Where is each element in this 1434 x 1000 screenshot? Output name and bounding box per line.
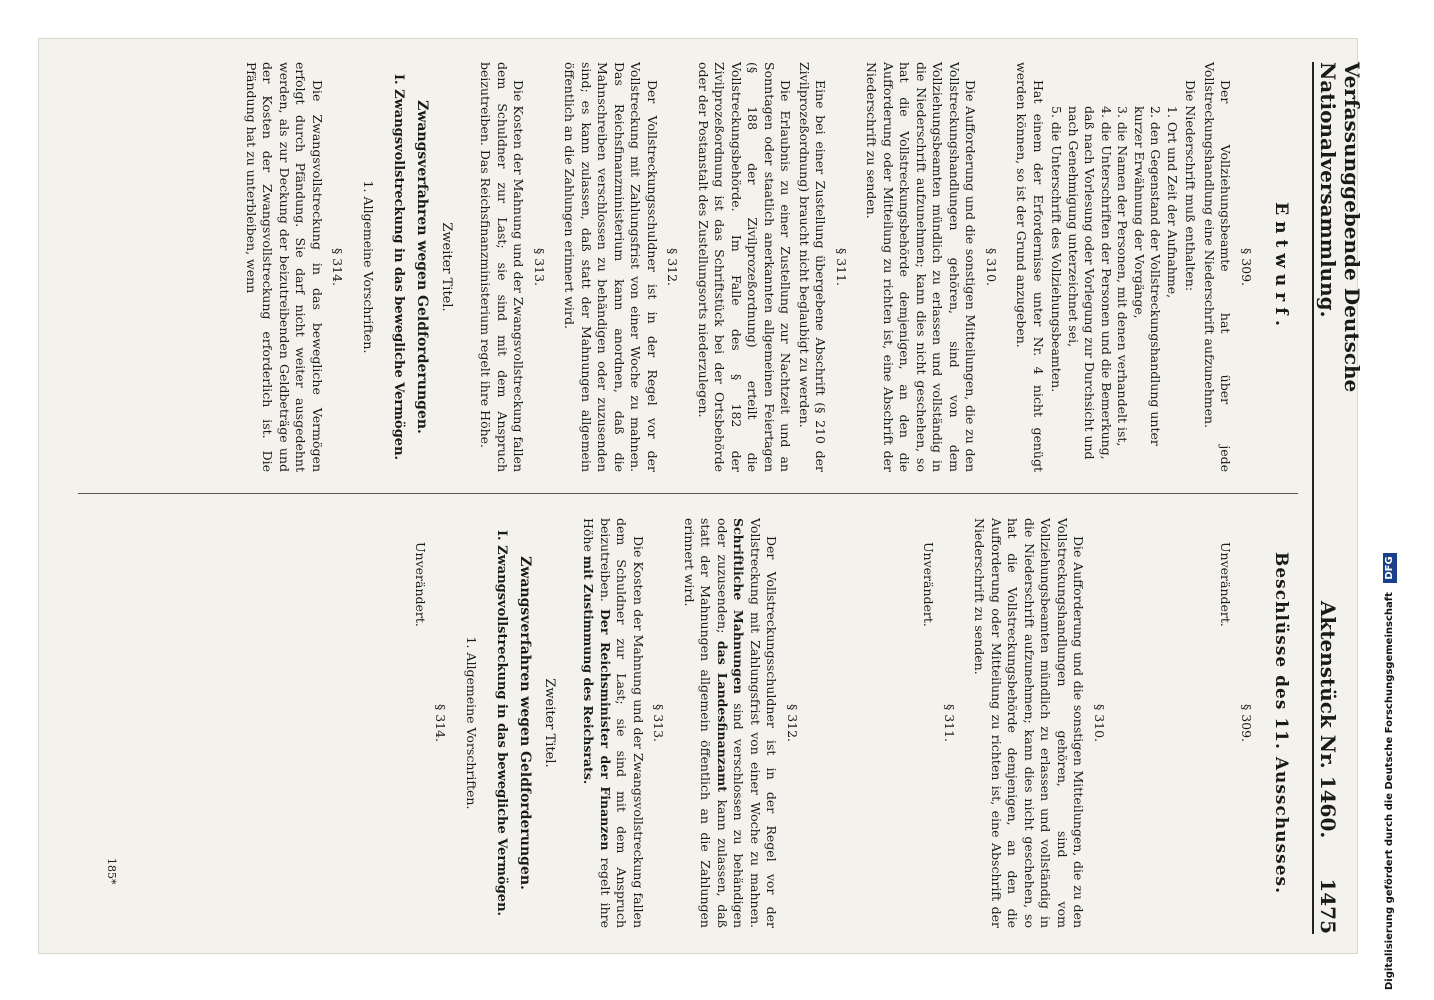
- draft-heading: Entwurf.: [1271, 202, 1291, 332]
- section-313-bold-b: mit Zustimmung des Reichsrats.: [581, 555, 597, 785]
- section-309-text: Unverändert.: [1218, 542, 1234, 627]
- section-313-text-a: Die Kosten der Mahnung und der Zwangsvollstreckung fallen dem Schuldner zur Last; sie sind mit dem Anspruch beizutreiben.: [597, 518, 646, 928]
- title-two-subheading: Zwangsverfahren wegen Geldforderungen.: [517, 556, 534, 890]
- subsection-one-heading: 1. Allgemeine Vorschriften.: [463, 636, 479, 810]
- section-311-text: Unverändert.: [921, 542, 937, 627]
- section-310-text: Die Aufforderung und die sonstigen Mitteilungen, die zu den Vollstreckungshandlungen gehören, sind vom Vollziehungsbeamten mündlich zu erlassen und vollständig in die Niederschrift aufzunehmen; kann dies nicht geschehen, so hat die Vollstreckungsbehörde demjenigen, an den die Aufforderung oder Mitteilung zu richten ist, eine Abschrift der Niederschrift zu senden.: [972, 518, 1087, 928]
- subsection-one-heading: 1. Allgemeine Vorschriften.: [360, 180, 376, 354]
- list-item: 3. die Namen der Personen, mit denen verhandelt ist,: [1115, 106, 1131, 447]
- section-314-number: § 314.: [330, 247, 346, 287]
- section-309-text: Der Vollziehungsbeamte hat über jede Vollstreckungshandlung eine Niederschrift aufzunehmen.: [1201, 62, 1234, 472]
- column-divider: [78, 493, 1298, 494]
- list-item: 1. Ort und Zeit der Aufnahme,: [1164, 106, 1180, 299]
- digitization-credit: [1378, 10, 1402, 990]
- section-311-number: § 311.: [941, 703, 957, 743]
- section-313-bold-a: Der Reichsminister der Finanzen: [597, 609, 613, 851]
- section-312-number: § 312.: [784, 703, 800, 743]
- section-312-text: [680, 518, 779, 928]
- page-header: [1316, 62, 1364, 934]
- section-one-heading: I. Zwangsvollstreckung in das bewegliche Vermögen.: [493, 529, 509, 917]
- section-313-number: § 313.: [531, 247, 547, 287]
- section-313-text: Die Kosten der Mahnung und der Zwangsvollstreckung fallen dem Schuldner zur Last; sie sind mit dem Anspruch beizutreiben. Das Reichsfinanzministerium regelt ihre Höhe.: [478, 62, 527, 472]
- title-two-heading: Zweiter Titel.: [438, 222, 454, 312]
- header-page-number: 1475: [1316, 878, 1340, 934]
- draft-column: [240, 62, 1298, 472]
- section-312-text-b: sind verschlossen zu behändigen oder zuzusenden;: [714, 518, 747, 928]
- section-314-number: § 314.: [433, 703, 449, 743]
- section-313-text: [580, 518, 646, 928]
- footer-sheet-number: 185*: [105, 858, 118, 885]
- section-313-text-b: regelt ihre Höhe: [581, 518, 613, 928]
- section-311-number: § 311.: [833, 247, 849, 287]
- title-two-subheading: Zwangsverfahren wegen Geldforderungen.: [414, 100, 431, 434]
- credit-text: Digitalisierung gefördert durch die Deutsche Forschungsgemeinschaft: [1384, 592, 1395, 990]
- committee-heading: Beschlüsse des 11. Ausschusses.: [1271, 551, 1291, 895]
- section-312-text-a: Der Vollstreckungsschuldner ist in der Regel vor der Vollstreckung mit Zahlungsfrist von einer Woche zu mahnen.: [747, 518, 780, 928]
- list-item: 2. den Gegenstand der Vollstreckungshandlung unter kurzer Erwähnung der Vorgänge,: [1131, 106, 1164, 446]
- scanned-page: [38, 38, 1364, 954]
- header-title: Verfassunggebende Deutsche Nationalversammlung.: [1316, 62, 1364, 393]
- section-310-text: Die Aufforderung und die sonstigen Mitteilungen, die zu den Vollstreckungshandlungen gehören, sind von dem Vollziehungsbeamten mündlich zu erlassen und vollständig in die Niederschrift aufzunehmen; kann dies nicht geschehen, so hat die Vollstreckungsbehörde demjenigen, an den die Aufforderung oder Mitteilung zu richten ist, eine Abschrift der Niederschrift zu senden.: [864, 62, 979, 472]
- section-312-bold-b: das Landesfinanzamt: [714, 640, 730, 792]
- section-309-closing: Hat einem der Erfordernisse unter Nr. 4 nicht genügt werden können, so ist der Grund anzugeben.: [1014, 62, 1046, 472]
- title-two-heading: Zweiter Titel.: [541, 678, 557, 768]
- section-312-bold-a: Schriftliche Mahnungen: [731, 518, 747, 695]
- section-309-number: § 309.: [1238, 703, 1254, 743]
- section-309-list: [1048, 62, 1180, 472]
- section-312-text-c: kann zulassen, daß statt der Mahnungen allgemein öffentlich an die Zahlungen erinnert wird.: [681, 518, 730, 929]
- section-312-text: Der Vollstreckungsschuldner ist in der Regel vor der Vollstreckung mit Zahlungsfrist von einer Woche zu mahnen. Das Reichsfinanzministerium kann anordnen, daß die Mahnschreiben verschlossen zu behändigen oder zuzusenden sind; es kann zulassen, daß statt der Mahnungen allgemein öffentlich an die Zahlungen erinnert wird.: [562, 62, 660, 472]
- list-item: 5. die Unterschrift des Vollziehungsbeamten.: [1049, 106, 1065, 393]
- header-sheet-number: Aktenstück Nr. 1460.: [1316, 600, 1340, 839]
- section-314-text: Unverändert.: [412, 542, 428, 627]
- section-312-number: § 312.: [665, 247, 681, 287]
- dfg-logo: DFG: [1383, 553, 1397, 582]
- section-311-text-2: Die Erlaubnis zu einer Zustellung zur Nachtzeit und an Sonntagen oder staatlich anerkannten allgemeinen Feiertagen (§ 188 der Zivilprozeßordnung) erteilt die Vollstreckungsbehörde. Im Falle des § 182 der Zivilprozeßordnung ist das Schriftstück bei der Ortsbehörde oder der Postanstalt des Zustellungsorts niederzulegen.: [695, 62, 794, 472]
- list-item: 4. die Unterschriften der Personen und die Bemerkung, daß nach Vorlesung oder Vorlegung zur Durchsicht und nach Genehmigung unterzeichnet sei,: [1065, 106, 1114, 460]
- section-one-heading: I. Zwangsvollstreckung in das bewegliche Vermögen.: [390, 73, 406, 461]
- header-rule: [1312, 62, 1314, 934]
- section-314-text: Die Zwangsvollstreckung in das bewegliche Vermögen erfolgt durch Pfändung. Sie darf nicht weiter ausgedehnt werden, als zur Deckung der beizutreibenden Geldbeträge und der Kosten der Zwangsvollstreckung erforderlich ist. Die Pfändung hat zu unterbleiben, wenn: [243, 62, 325, 472]
- committee-column: [409, 518, 1298, 928]
- section-311-text-1: Eine bei einer Zustellung übergebene Abschrift (§ 210 der Zivilprozeßordnung) braucht nicht beglaubigt zu werden.: [796, 62, 829, 472]
- section-310-number: § 310.: [983, 247, 999, 287]
- section-309-intro: Die Niederschrift muß enthalten:: [1183, 80, 1199, 292]
- rotated-page-content: [38, 38, 1364, 954]
- section-309-number: § 309.: [1238, 247, 1254, 287]
- section-310-number: § 310.: [1091, 703, 1107, 743]
- section-313-number: § 313.: [651, 703, 667, 743]
